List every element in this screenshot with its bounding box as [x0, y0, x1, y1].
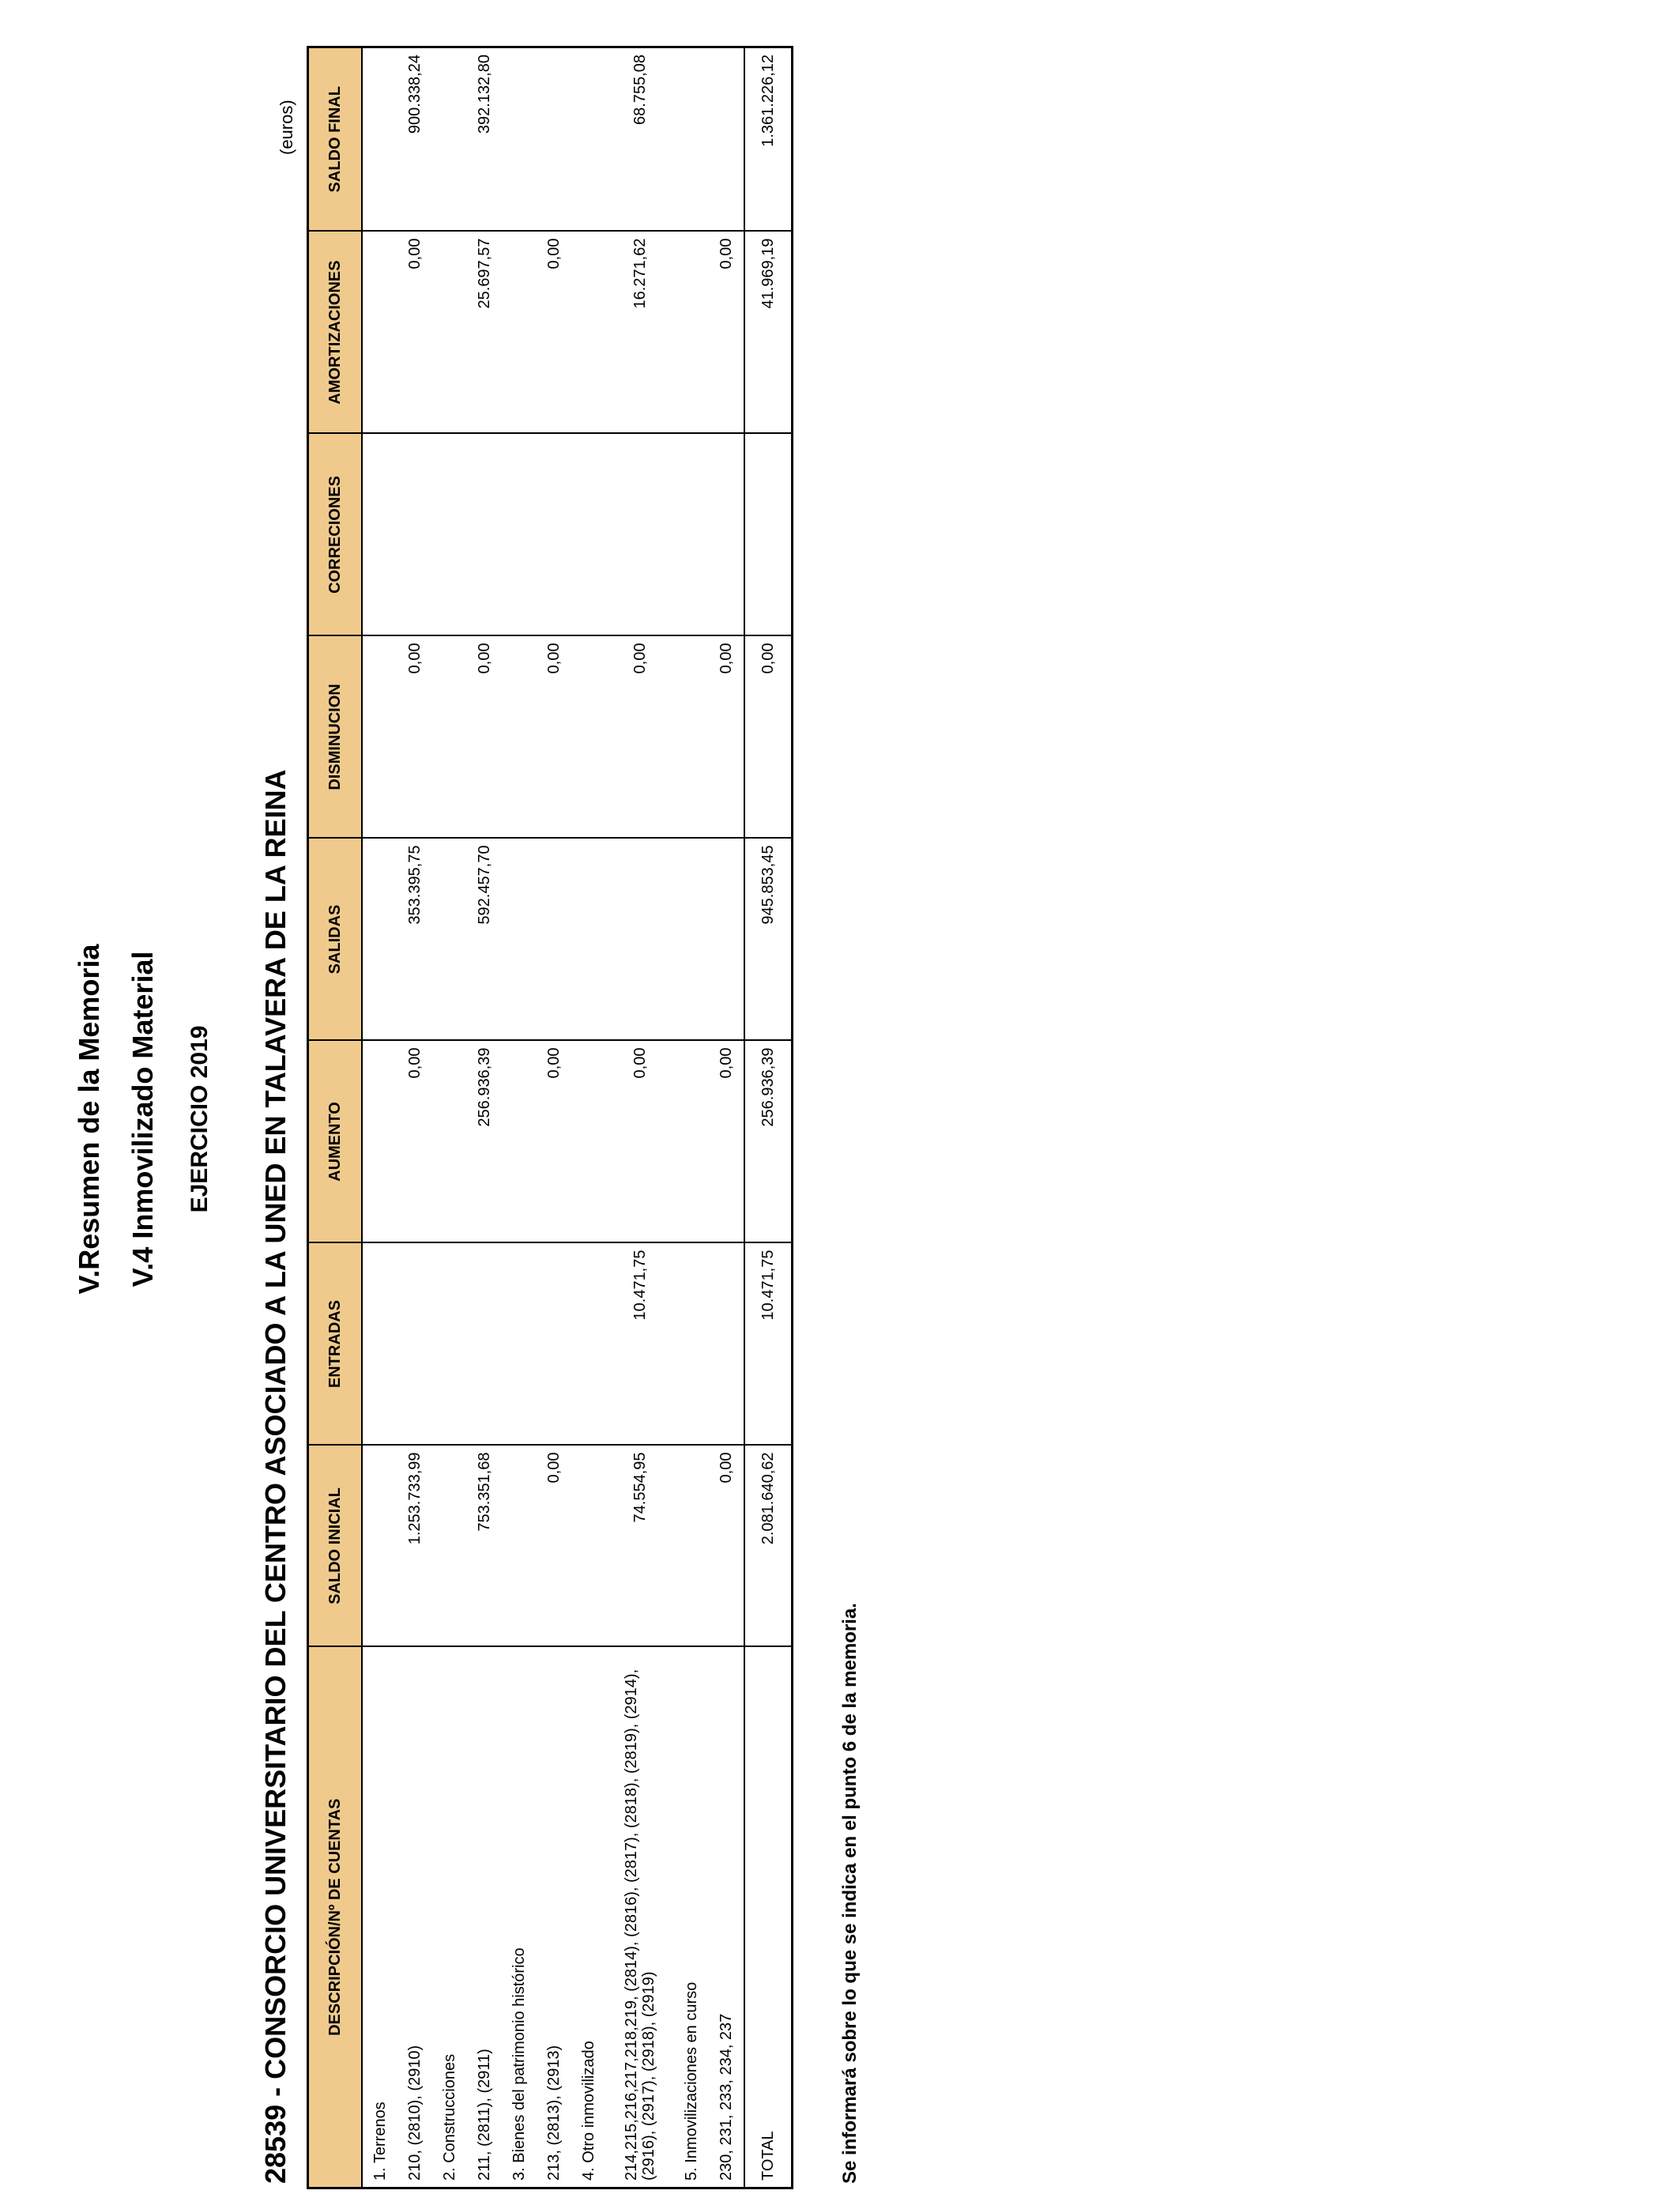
table-row	[606, 47, 674, 2188]
saldo-inicial-cell: 0,00	[537, 1446, 571, 1647]
entradas-cell: 10.471,75	[606, 1243, 674, 1446]
group-heading: 4. Otro inmovilizado	[571, 1647, 606, 2188]
report-title: V.Resumen de la Memoria	[73, 944, 105, 1295]
disminucion-cell: 0,00	[709, 636, 744, 839]
table-header-row	[308, 47, 363, 2188]
amortizaciones-cell: 0,00	[537, 232, 571, 434]
amortizaciones-cell: 0,00	[709, 232, 744, 434]
group-heading: 2. Construcciones	[432, 1647, 467, 2188]
salidas-cell: 592.457,70	[467, 839, 502, 1041]
entradas-cell	[397, 1243, 432, 1446]
col-header-entradas: ENTRADAS	[308, 1243, 363, 1446]
amortizaciones-cell: 16.271,62	[606, 232, 674, 434]
account-codes: 213, (2813), (2913)	[537, 1647, 571, 2188]
col-header-saldo-final: SALDO FINAL	[308, 47, 363, 232]
group-heading: 3. Bienes del patrimonio histórico	[502, 1647, 537, 2188]
group-heading: 1. Terrenos	[362, 1647, 397, 2188]
account-codes: 211, (2811), (2911)	[467, 1647, 502, 2188]
correciones-cell	[467, 434, 502, 636]
group-heading-row	[502, 47, 537, 2188]
correciones-cell	[606, 434, 674, 636]
disminucion-cell: 0,00	[606, 636, 674, 839]
saldo-final-cell: 68.755,08	[606, 47, 674, 232]
fixed-assets-table	[307, 46, 793, 2189]
account-codes: 214,215,216,217,218,219, (2814), (2816), (2817), (2818), (2819), (2914), (2916), (2917), (2918), (2919)	[606, 1647, 674, 2188]
aumento-cell: 0,00	[606, 1041, 674, 1243]
group-heading-row	[362, 47, 397, 2188]
salidas-cell	[606, 839, 674, 1041]
total-aumento: 256.936,39	[744, 1041, 793, 1243]
group-heading-row	[571, 47, 606, 2188]
account-codes: 230, 231, 233, 234, 237	[709, 1647, 744, 2188]
table-row	[397, 47, 432, 2188]
correciones-cell	[537, 434, 571, 636]
total-salidas: 945.853,45	[744, 839, 793, 1041]
correciones-cell	[397, 434, 432, 636]
fiscal-year: EJERCICIO 2019	[186, 1025, 213, 1213]
col-header-amortizaciones: AMORTIZACIONES	[308, 232, 363, 434]
saldo-inicial-cell: 1.253.733,99	[397, 1446, 432, 1647]
table-row	[709, 47, 744, 2188]
entity-name: 28539 - CONSORCIO UNIVERSITARIO DEL CENTRO ASOCIADO A LA UNED EN TALAVERA DE LA REINA	[259, 769, 292, 2184]
aumento-cell: 0,00	[537, 1041, 571, 1243]
col-header-aumento: AUMENTO	[308, 1041, 363, 1243]
table-row	[537, 47, 571, 2188]
disminucion-cell: 0,00	[397, 636, 432, 839]
account-codes: 210, (2810), (2910)	[397, 1647, 432, 2188]
salidas-cell	[709, 839, 744, 1041]
col-header-disminucion: DISMINUCION	[308, 636, 363, 839]
total-entradas: 10.471,75	[744, 1243, 793, 1446]
footnote: Se informará sobre lo que se indica en el punto 6 de la memoria.	[839, 1603, 861, 2184]
saldo-inicial-cell: 0,00	[709, 1446, 744, 1647]
correciones-cell	[709, 434, 744, 636]
report-subtitle: V.4 Inmovilizado Material	[126, 951, 159, 1287]
col-header-salidas: SALIDAS	[308, 839, 363, 1041]
group-heading: 5. Inmovilizaciones en curso	[674, 1647, 709, 2188]
amortizaciones-cell: 0,00	[397, 232, 432, 434]
total-disminucion: 0,00	[744, 636, 793, 839]
entradas-cell	[467, 1243, 502, 1446]
col-header-desc: DESCRIPCIÓN/Nº DE CUENTAS	[308, 1647, 363, 2188]
saldo-final-cell: 392.132,80	[467, 47, 502, 232]
group-heading-row	[432, 47, 467, 2188]
entradas-cell	[709, 1243, 744, 1446]
aumento-cell: 0,00	[709, 1041, 744, 1243]
aumento-cell: 256.936,39	[467, 1041, 502, 1243]
total-row	[744, 47, 793, 2188]
disminucion-cell: 0,00	[537, 636, 571, 839]
group-heading-row	[674, 47, 709, 2188]
saldo-inicial-cell: 74.554,95	[606, 1446, 674, 1647]
total-saldo-inicial: 2.081.640,62	[744, 1446, 793, 1647]
total-amortizaciones: 41.969,19	[744, 232, 793, 434]
aumento-cell: 0,00	[397, 1041, 432, 1243]
table-row	[467, 47, 502, 2188]
total-label: TOTAL	[744, 1647, 793, 2188]
saldo-final-cell	[709, 47, 744, 232]
currency-units: (euros)	[277, 100, 296, 155]
rotated-document-page	[0, 44, 1680, 2194]
entradas-cell	[537, 1243, 571, 1446]
col-header-correciones: CORRECIONES	[308, 434, 363, 636]
disminucion-cell: 0,00	[467, 636, 502, 839]
saldo-final-cell	[537, 47, 571, 232]
salidas-cell	[537, 839, 571, 1041]
amortizaciones-cell: 25.697,57	[467, 232, 502, 434]
col-header-saldo-inicial: SALDO INICIAL	[308, 1446, 363, 1647]
saldo-inicial-cell: 753.351,68	[467, 1446, 502, 1647]
salidas-cell: 353.395,75	[397, 839, 432, 1041]
saldo-final-cell: 900.338,24	[397, 47, 432, 232]
total-correciones	[744, 434, 793, 636]
total-saldo-final: 1.361.226,12	[744, 47, 793, 232]
